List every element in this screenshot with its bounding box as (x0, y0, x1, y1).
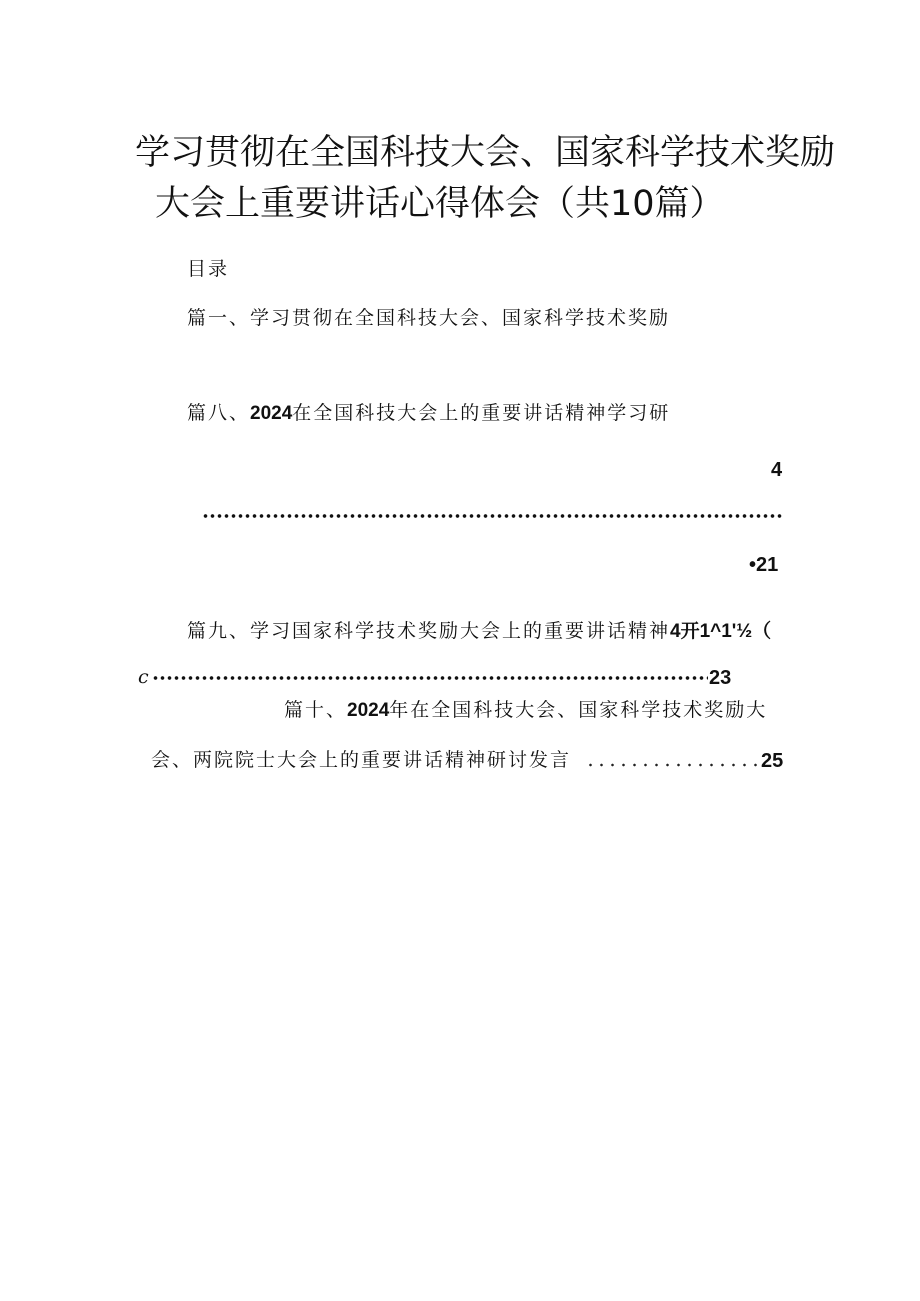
toc-entry-9-text: 篇九、学习国家科学技术奖励大会上的重要讲话精神 (187, 620, 671, 642)
toc-entry-9-garble: 4开1^1'½（ (670, 621, 772, 642)
toc-entry-10-dot-leader (585, 763, 757, 767)
toc-entry-10-prefix: 篇十、 (284, 699, 348, 721)
toc-heading: 目录 (187, 258, 230, 280)
toc-entry-9-page: 23 (709, 667, 732, 689)
toc-entry-10-year: 2024 (347, 700, 390, 721)
toc-entry-8-rest: 在全国科技大会上的重要讲话精神学习研 (292, 402, 671, 424)
toc-entry-8-dot-leader (202, 513, 783, 519)
toc-entry-1-label: 篇一、学习贯彻在全国科技大会、国家科学技术奖励 (187, 307, 671, 329)
document-title-line-2: 大会上重要讲话心得体会（共10篇） (155, 184, 725, 224)
toc-entry-10-page: 25 (761, 750, 784, 772)
toc-entry-8-page: •21 (749, 554, 779, 576)
toc-entry-9-label (187, 622, 771, 641)
toc-entry-9-dot-leader (152, 675, 708, 681)
toc-entry-10-rest: 年在全国科技大会、国家科学技术奖励大 (389, 699, 768, 721)
toc-entry-8-page-fragment: 4 (771, 459, 783, 481)
toc-entry-8-label (187, 404, 670, 423)
toc-entry-8-prefix: 篇八、 (187, 402, 251, 424)
toc-entry-8-year: 2024 (250, 403, 293, 424)
document-title-line-1: 学习贯彻在全国科技大会、国家科学技术奖励 (135, 133, 836, 173)
toc-entry-10-line-2: 会、两院院士大会上的重要讲话精神研讨发言 (151, 749, 572, 771)
toc-entry-9-continuation: c (138, 666, 151, 688)
toc-entry-10-line-1 (284, 701, 767, 720)
